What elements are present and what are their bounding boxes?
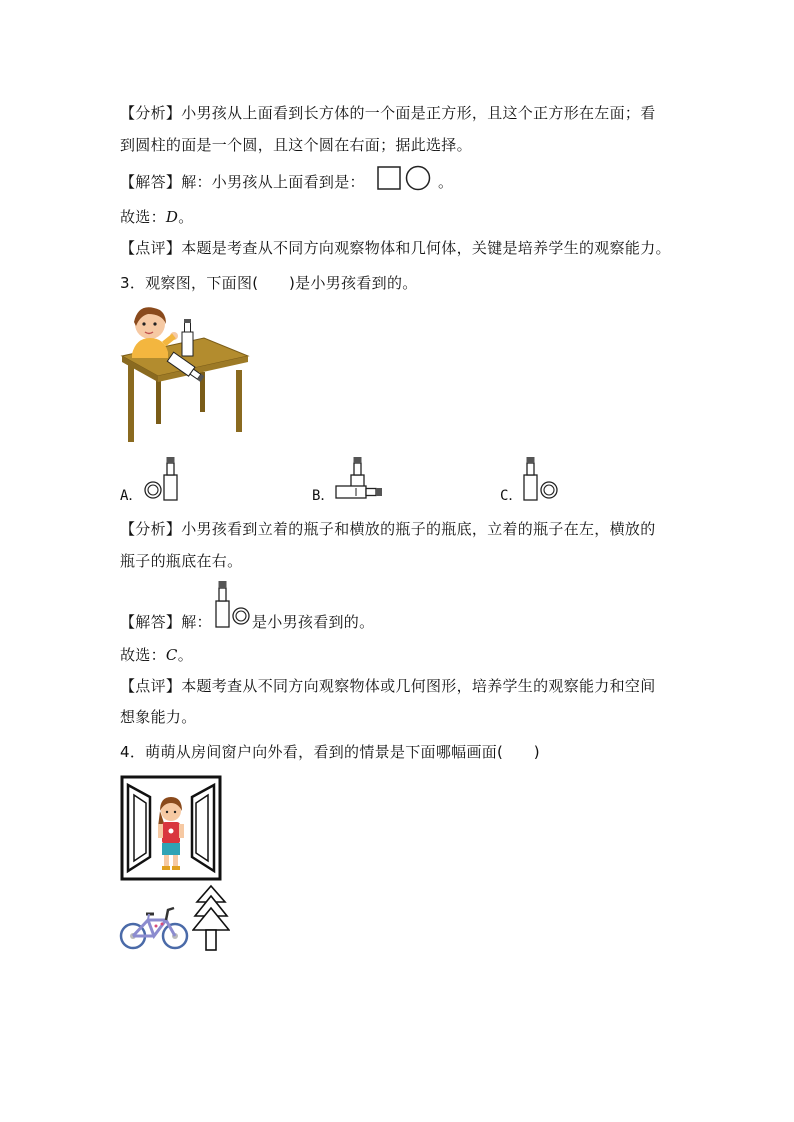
q3-answer-letter: C [165, 646, 178, 664]
bottle-and-circle-answer-icon [210, 578, 254, 630]
q3-answer-prefix: 故选： [120, 646, 166, 664]
bicycle-icon [118, 902, 192, 952]
bottle-and-circle-icon [520, 455, 562, 503]
q2-answer [120, 207, 194, 227]
q2-analysis-line-2: 到圆柱的面是一个圆，且这个圆在右面；据此选择。 [120, 136, 472, 154]
q4-stem: 4．萌萌从房间窗户向外看，看到的情景是下面哪幅画面( ) [120, 743, 540, 761]
q2-answer-letter: D [165, 208, 179, 226]
boy-at-table-illustration [118, 302, 258, 447]
tree-icon [192, 884, 230, 954]
q3-answer [120, 645, 193, 665]
square-circle-view-icon [376, 163, 438, 193]
q3-solution-prefix: 【解答】解： [120, 613, 212, 631]
q2-answer-suffix: 。 [178, 208, 194, 226]
q2-solution [120, 172, 365, 192]
q2-analysis-line-1: 【分析】小男孩从上面看到长方体的一个面是正方形，且这个正方形在左面；看 [120, 104, 656, 122]
window-girl-illustration [120, 775, 224, 883]
q3-comment-line-2: 想象能力。 [120, 708, 197, 726]
option-a-label: A． [120, 488, 143, 504]
q3-analysis-line-1: 【分析】小男孩看到立着的瓶子和横放的瓶子的瓶底，立着的瓶子在左，横放的 [120, 520, 656, 538]
q3-comment-line-1: 【点评】本题考查从不同方向观察物体或几何图形，培养学生的观察能力和空间 [120, 677, 656, 695]
q3-answer-suffix: 。 [177, 646, 193, 664]
q3-solution-suffix: 是小男孩看到的。 [252, 613, 375, 631]
option-c-label: C． [500, 488, 523, 504]
circle-and-bottle-icon [142, 455, 184, 503]
option-b-label: B． [312, 488, 335, 504]
q2-answer-prefix: 故选： [120, 208, 166, 226]
q2-solution-prefix: 【解答】解：小男孩从上面看到是： [120, 173, 365, 191]
q3-stem: 3．观察图，下面图( )是小男孩看到的。 [120, 274, 418, 292]
q2-comment: 【点评】本题是考查从不同方向观察物体和几何体，关键是培养学生的观察能力。 [120, 239, 671, 257]
q3-analysis-line-2: 瓶子的瓶底在右。 [120, 552, 243, 570]
q2-solution-suffix: 。 [438, 173, 454, 191]
lying-bottle-icon [334, 455, 386, 503]
